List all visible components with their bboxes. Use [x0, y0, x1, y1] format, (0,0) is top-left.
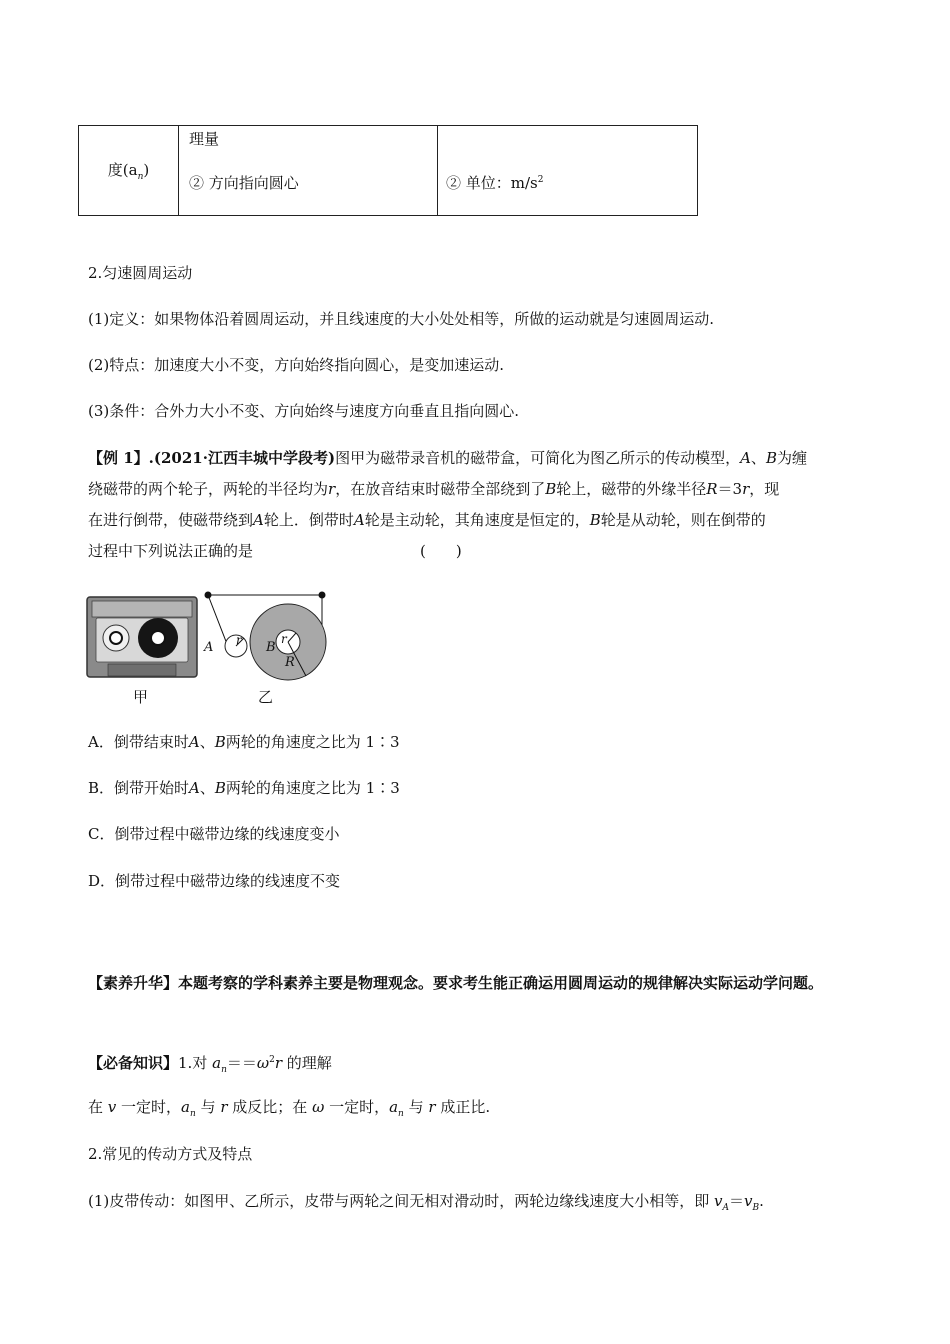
definition-text: (1)定义：如果物体沿着圆周运动，并且线速度的大小处处相等，所做的运动就是匀速圆周运动. — [88, 310, 715, 328]
example-line-2: 绕磁带的两个轮子，两轮的半径均为r，在放音结束时磁带全部绕到了B轮上，磁带的外缘半径R＝3r，现 — [88, 480, 780, 498]
knowledge-line-1: 【必备知识】1.对 $a_n==\omega^2r$ 的理解 — [88, 1054, 332, 1075]
table-right-bottom: ② 单位：$m/s^2$ — [446, 174, 544, 192]
figure-r-B: r — [281, 632, 287, 646]
option-c[interactable]: C．倒带过程中磁带边缘的线速度变小 — [88, 825, 340, 843]
option-b[interactable]: B．倒带开始时A、B两轮的角速度之比为 1∶3 — [88, 779, 400, 797]
condition-text: (3)条件：合外力大小不变、方向始终与速度方向垂直且指向圆心. — [88, 402, 520, 420]
belt-transmission-text: (1)皮带传动：如图甲、乙所示，皮带与两轮之间无相对滑动时，两轮边缘线速度大小相等，即 $v_A=v_B$. — [88, 1192, 764, 1213]
definition-table — [78, 125, 698, 216]
figure-R: R — [285, 655, 295, 670]
figure-A: A — [204, 640, 214, 655]
figure-label-yi: 乙 — [258, 688, 274, 706]
table-mid-bottom: ② 方向指向圆心 — [189, 174, 299, 192]
feature-text: (2)特点：加速度大小不变，方向始终指向圆心，是变加速运动. — [88, 356, 505, 374]
table-mid-cell — [179, 126, 438, 216]
transmission-diagram — [198, 588, 334, 682]
cassette-image — [86, 596, 198, 678]
example-line-3: 在进行倒带，使磁带绕到A轮上．倒带时A轮是主动轮，其角速度是恒定的，B轮是从动轮，则在倒带的 — [88, 511, 766, 529]
answer-paren: ( ) — [420, 542, 462, 560]
example-line-4: 过程中下列说法正确的是 — [88, 542, 254, 560]
literacy-text: 【素养升华】本题考察的学科素养主要是物理观念。要求考生能正确运用圆周运动的规律解决实际运动学问题。 — [88, 974, 824, 992]
section-title: 2.匀速圆周运动 — [88, 264, 193, 282]
table-label-sub: n — [137, 172, 144, 182]
transmission-title: 2.常见的传动方式及特点 — [88, 1145, 253, 1163]
figure-label-jia: 甲 — [133, 688, 149, 706]
table-right-cell — [438, 126, 698, 216]
example-line-1: 【例 1】.(2021·江西丰城中学段考)图甲为磁带录音机的磁带盒，可简化为图乙所示的传动模型，A、B为缠 — [88, 449, 807, 467]
figure-r-A: r — [236, 633, 242, 647]
table-label-end: ) — [143, 161, 150, 179]
figure-B: B — [266, 640, 276, 655]
table-mid-top: 理量 — [189, 130, 220, 148]
table-label-cell — [79, 126, 179, 216]
table-label: 度(a — [107, 161, 138, 179]
option-a[interactable]: A．倒带结束时A、B两轮的角速度之比为 1∶3 — [88, 733, 400, 751]
option-d[interactable]: D．倒带过程中磁带边缘的线速度不变 — [88, 872, 341, 890]
knowledge-line-2: 在 v 一定时，$a_n$ 与 r 成反比；在 ω 一定时，$a_n$ 与 r 成正比. — [88, 1098, 491, 1119]
